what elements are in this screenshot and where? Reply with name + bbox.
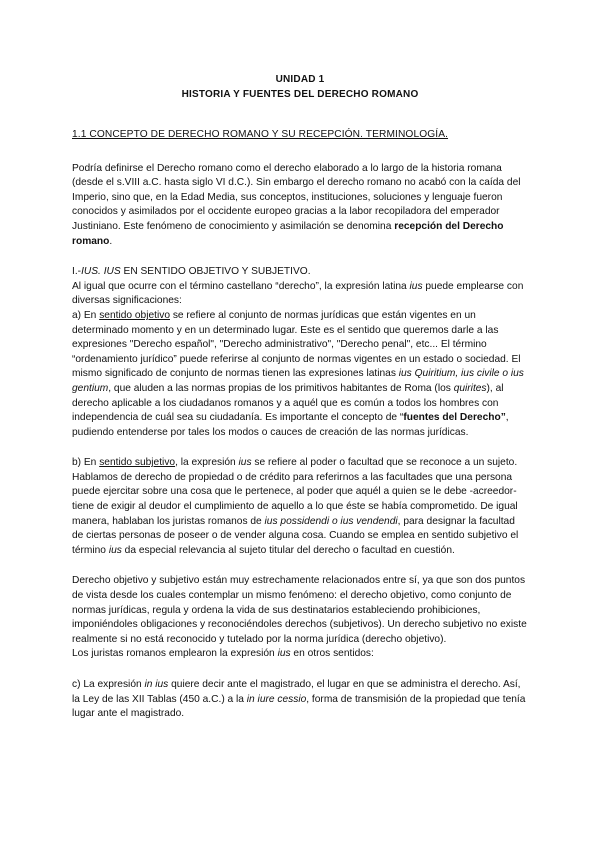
subjective-ius-2: ius	[108, 544, 122, 556]
intro-paragraph	[72, 162, 527, 250]
subjective-text-3: , para designar la facultad de ciertas personas de poseer o de vender alguna cosa. Cuando se emplea en sentido subjetivo el término	[72, 515, 519, 556]
document-body	[72, 128, 527, 738]
fuentes-term: fuentes del Derecho”	[403, 412, 506, 424]
subjective-latin: ius possidendi o ius vendendi	[264, 515, 398, 527]
subjective-prefix: b) En	[72, 457, 100, 469]
ius-heading	[72, 265, 527, 280]
in-ius-text-2: , forma de transmisión de la propiedad que tenía lugar ante el magistrado.	[72, 693, 526, 720]
subjective-term: sentido subjetivo	[99, 457, 176, 469]
subjective-text-2: se refiere al poder o facultad que se reconoce a un sujeto. Hablamos de derecho de propiedad o de crédito para referirnos a las facultades que una persona puede ejercitar sobre una cosa que le pertenece, al poder que aquél a quien se le debe -acreedor- tiene de exigir al deudor el cumplimiento de aquello a lo que éste se había comprometido. De igual manera, hablaban los juristas romanos de	[72, 457, 518, 527]
ius-intro	[72, 280, 527, 309]
objective-prefix: a) En	[72, 309, 100, 321]
other-senses-b: en otros sentidos:	[290, 648, 374, 660]
in-ius-prefix: c) La expresión	[72, 679, 145, 690]
section-heading: 1.1 CONCEPTO DE DERECHO ROMANO Y SU RECEPCIÓN. TERMINOLOGÍA.	[72, 129, 449, 140]
subjective-paragraph	[72, 456, 527, 558]
recepcion-term: recepción del Derecho romano	[72, 220, 504, 247]
ius-heading-italic: IUS. IUS	[81, 266, 121, 278]
objective-latin: ius Quiritium, ius civile o ius gentium	[72, 368, 524, 394]
other-senses-line	[72, 647, 527, 662]
ius-intro-term: ius	[409, 280, 423, 292]
objective-text-1: se refiere al conjunto de normas jurídicas que están vigentes en un determinado momento y en un determinado lugar. Este es el sentido que queremos darle a las expresiones "Derecho español", "Derecho administrativo", "Derecho penal", etc... El término “ordenamiento jurídico” puede referirse al conjunto de normas vigentes en un estado o sociedad. El mismo significado de conjunto de normas tienen las expresiones latinas	[72, 309, 521, 380]
quirites-term: quirites	[453, 382, 487, 394]
subjective-text-4: da especial relevancia al sujeto titular del derecho o facultad en cuestión.	[121, 544, 455, 556]
intro-end: .	[109, 235, 113, 247]
unit-title: HISTORIA Y FUENTES DEL DERECHO ROMANO	[181, 89, 419, 100]
in-ius-paragraph	[72, 678, 527, 722]
subjective-ius: ius	[238, 457, 252, 469]
ius-intro-b: puede emplearse con diversas significaciones:	[72, 280, 524, 307]
ius-heading-rest: EN SENTIDO OBJETIVO Y SUBJETIVO.	[120, 266, 311, 278]
ius-intro-a: Al igual que ocurre con el término castellano “derecho”, la expresión latina	[72, 280, 410, 292]
title-block	[0, 72, 600, 102]
ius-heading-prefix: I.-	[72, 266, 82, 278]
in-ius-text-1: quiere decir ante el magistrado, el lugar en que se administra el derecho. Así, la Ley de las XII Tablas (450 a.C.) a la	[72, 679, 521, 705]
objective-text-4: , pudiendo entenderse por tales los modos o cauces de creación de las normas jurídicas.	[72, 412, 509, 438]
subjective-text-1: , la expresión	[175, 457, 239, 469]
relation-paragraph: Derecho objetivo y subjetivo están muy estrechamente relacionados entre sí, ya que son dos puntos de vista desde los cuales contemplar un mismo fenómeno: el derecho objetivo, como conjunto de normas jurídicas, regula y ordena la vida de sus destinatarios estableciendo prohibiciones, imponiéndoles obligaciones y reconociéndoles derechos (subjetivos). Un derecho subjetivo no existe realmente si no está reconocido y tutelado por la norma jurídica (derecho objetivo).	[72, 575, 527, 645]
objective-text-3: ), al derecho aplicable a los ciudadanos romanos y a aquél que es común a todos los hombres con independencia de cuál sea su ciudadanía. Es importante el concepto de “	[72, 382, 504, 424]
unit-label: UNIDAD 1	[275, 74, 325, 85]
other-senses-ius: ius	[277, 648, 291, 660]
in-iure-cessio-term: in iure cessio	[246, 693, 307, 705]
objective-text-2: , que aluden a las normas propias de los primitivos habitantes de Roma (los	[108, 382, 454, 394]
in-ius-term: in ius	[144, 679, 169, 690]
objective-paragraph	[72, 309, 527, 440]
other-senses-a: Los juristas romanos emplearon la expresión	[72, 648, 278, 660]
intro-text: Podría definirse el Derecho romano como el derecho elaborado a lo largo de la historia romana (desde el s.VIII a.C. hasta siglo VI d.C.). Sin embargo el derecho romano no acabó con la caída del Imperio, sino que, en la Edad Media, sus conceptos, instituciones, soluciones y lenguaje fueron conocidos y asimilados por el occidente europeo gracias a la labor recopiladora del emperador Justiniano. Este fenómeno de conocimiento y asimilación se denomina	[72, 162, 521, 232]
objective-term: sentido objetivo	[99, 309, 170, 321]
